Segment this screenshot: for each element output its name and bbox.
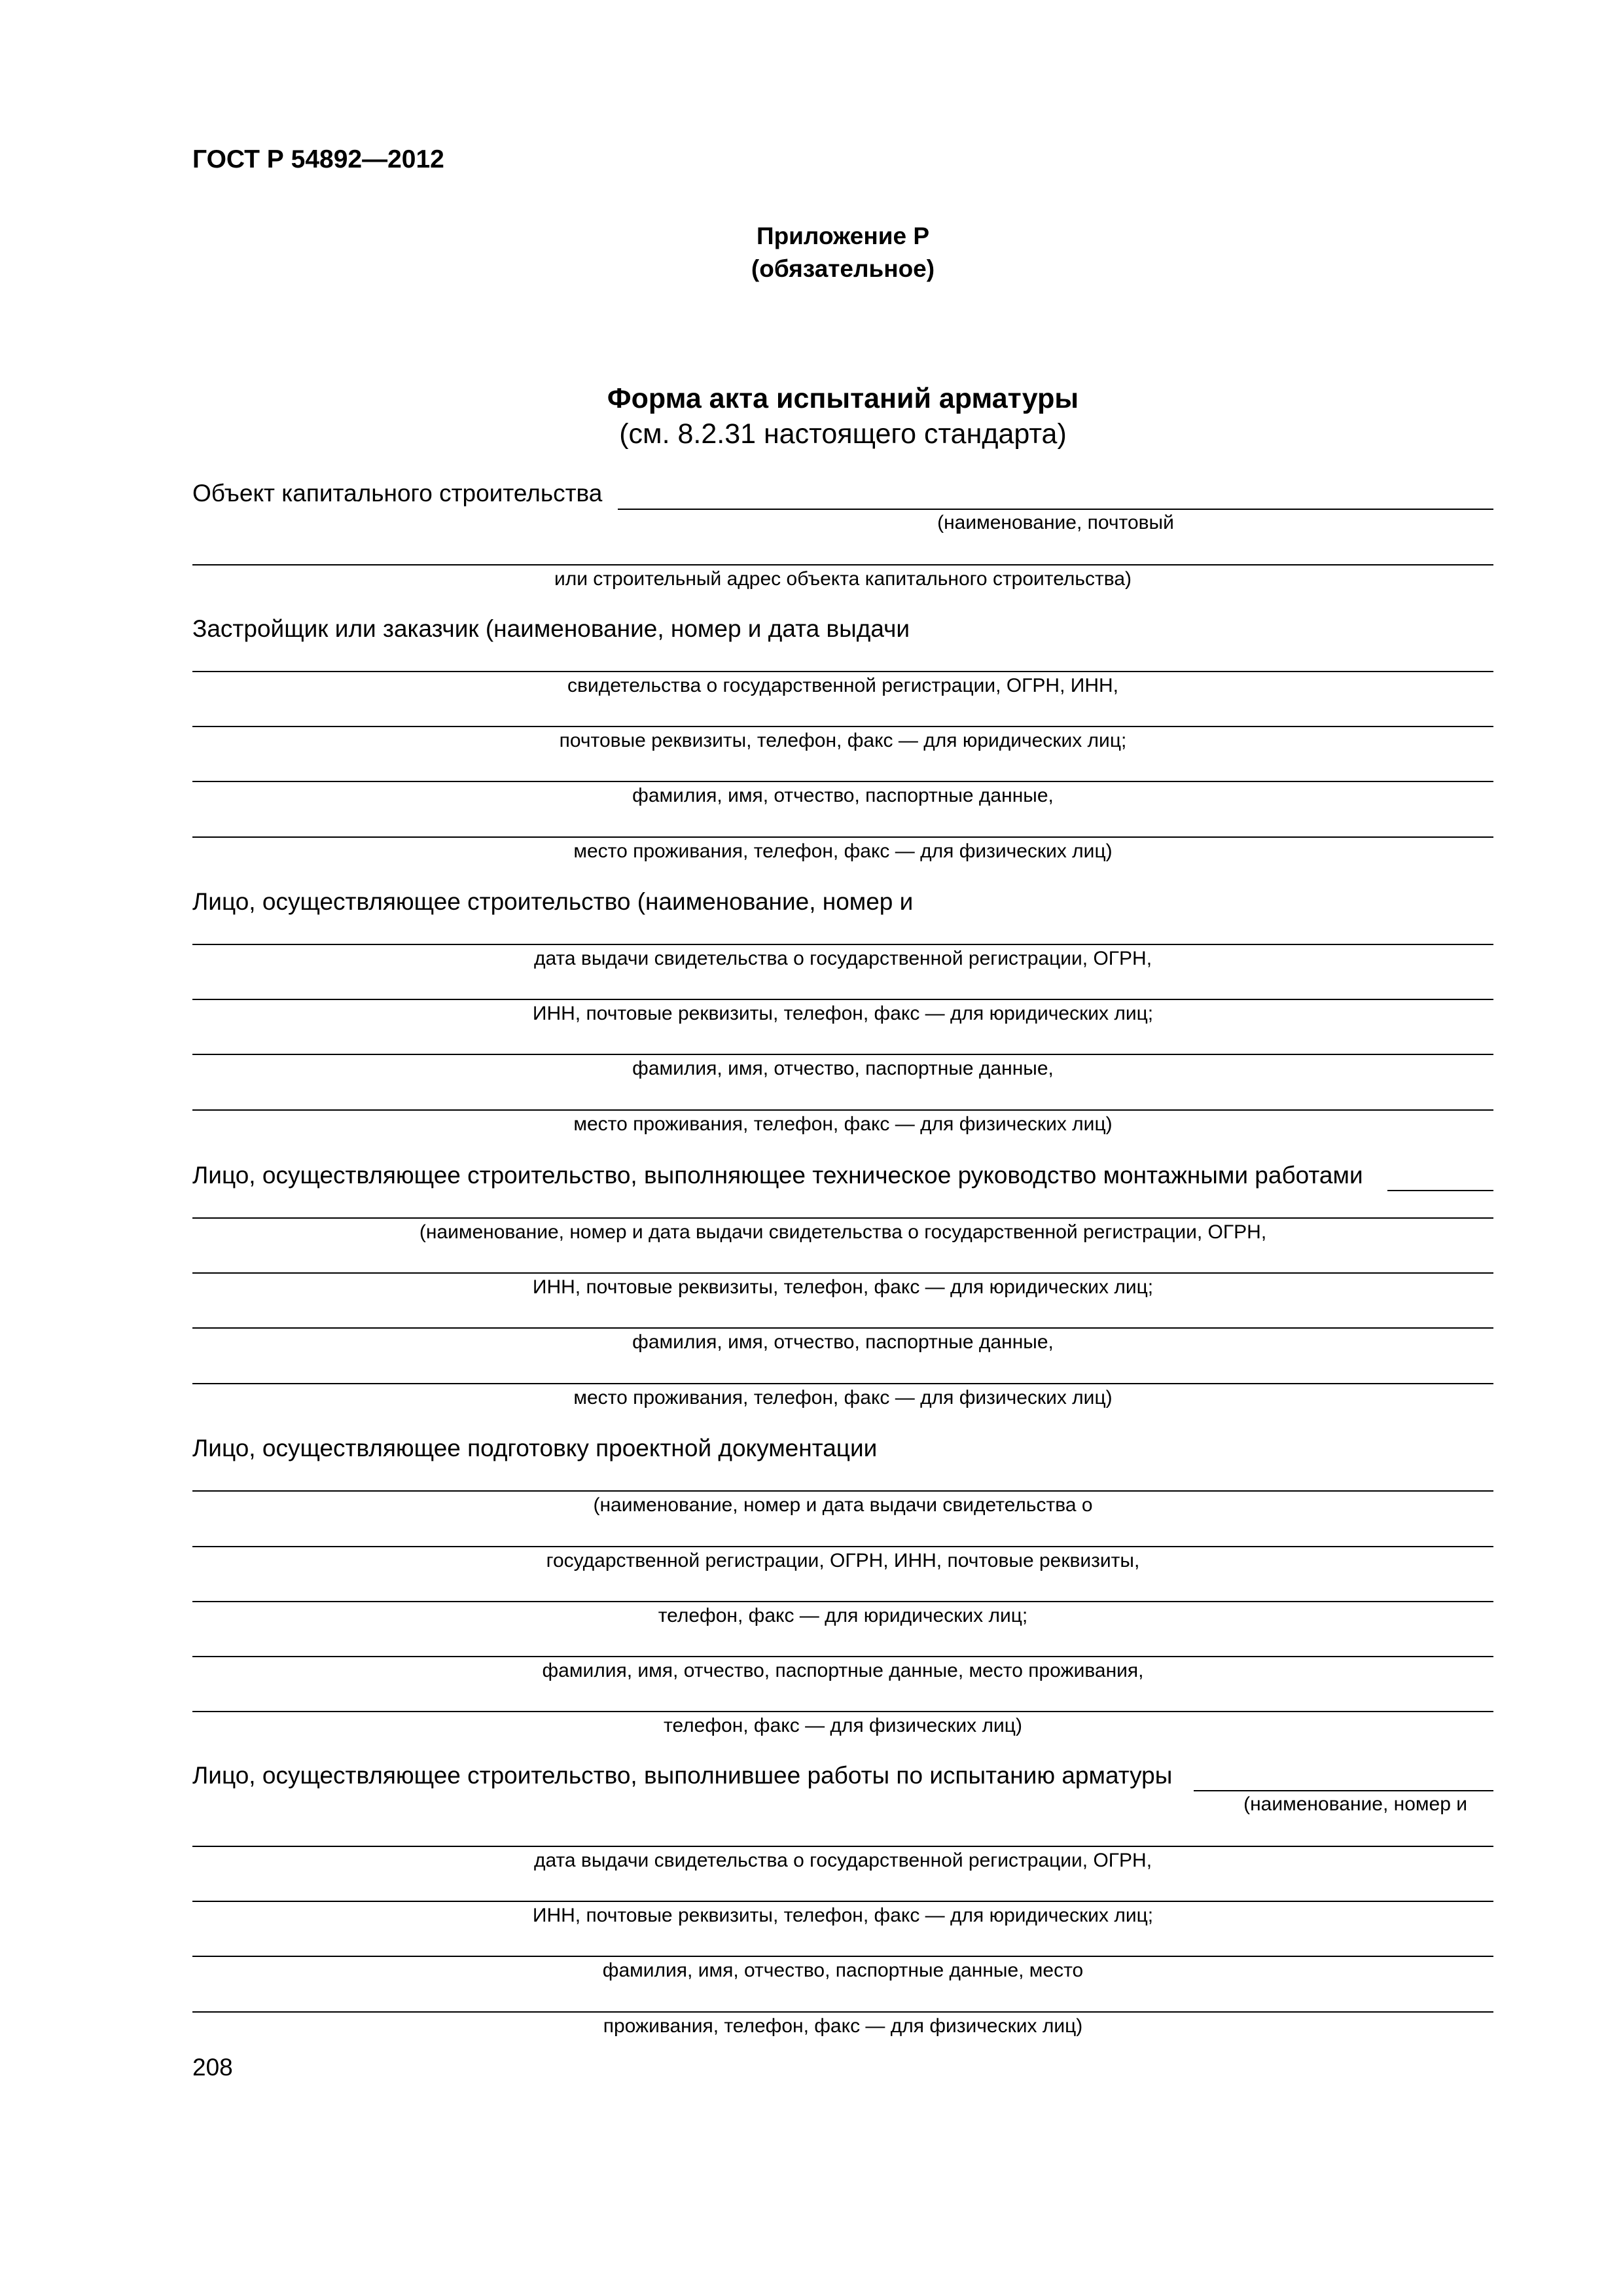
- builder-caption-3: фамилия, имя, отчество, паспортные данные,: [632, 1058, 1054, 1079]
- developer-field-line-3[interactable]: [192, 781, 1493, 782]
- builder-caption-4: место проживания, телефон, факс — для физических лиц): [573, 1113, 1113, 1135]
- builder-field-line-3[interactable]: [192, 1054, 1493, 1055]
- developer-caption-4: место проживания, телефон, факс — для физических лиц): [573, 840, 1113, 862]
- tester-caption-2: дата выдачи свидетельства о государственной регистрации, ОГРН,: [533, 1850, 1152, 1871]
- supervisor-caption-2: ИНН, почтовые реквизиты, телефон, факс — для юридических лиц;: [532, 1276, 1154, 1298]
- designer-label: Лицо, осуществляющее подготовку проектной документации: [192, 1435, 878, 1462]
- tester-field-line-2[interactable]: [192, 1901, 1493, 1902]
- builder-caption-1: дата выдачи свидетельства о государственной регистрации, ОГРН,: [533, 948, 1152, 969]
- designer-caption-3: телефон, факс — для юридических лиц;: [658, 1605, 1028, 1626]
- object-field-line-2[interactable]: [192, 564, 1493, 565]
- tester-field-line-0[interactable]: [1194, 1790, 1493, 1791]
- object-label: Объект капитального строительства: [192, 480, 603, 507]
- supervisor-caption-4: место проживания, телефон, факс — для физических лиц): [573, 1387, 1113, 1408]
- supervisor-field-line-2[interactable]: [192, 1272, 1493, 1274]
- developer-caption-1: свидетельства о государственной регистрации, ОГРН, ИНН,: [567, 675, 1118, 696]
- developer-caption-2: почтовые реквизиты, телефон, факс — для юридических лиц;: [559, 730, 1127, 751]
- builder-label: Лицо, осуществляющее строительство (наименование, номер и: [192, 888, 914, 915]
- builder-field-line-1[interactable]: [192, 944, 1493, 945]
- designer-field-line-5[interactable]: [192, 1711, 1493, 1712]
- form-reference: (см. 8.2.31 настоящего стандарта): [619, 418, 1067, 450]
- tester-label: Лицо, осуществляющее строительство, выполнившее работы по испытанию арматуры: [192, 1762, 1173, 1789]
- supervisor-field-line-0[interactable]: [1387, 1190, 1493, 1191]
- standard-number: ГОСТ Р 54892—2012: [192, 145, 444, 173]
- tester-field-line-4[interactable]: [192, 2011, 1493, 2013]
- builder-caption-2: ИНН, почтовые реквизиты, телефон, факс — для юридических лиц;: [532, 1003, 1154, 1024]
- designer-caption-5: телефон, факс — для физических лиц): [664, 1715, 1022, 1736]
- builder-field-line-4[interactable]: [192, 1109, 1493, 1111]
- designer-caption-4: фамилия, имя, отчество, паспортные данные, место проживания,: [542, 1660, 1144, 1681]
- builder-field-line-2[interactable]: [192, 999, 1493, 1000]
- tester-caption-3: ИНН, почтовые реквизиты, телефон, факс — для юридических лиц;: [532, 1905, 1154, 1926]
- designer-caption-1: (наименование, номер и дата выдачи свидетельства о: [593, 1494, 1093, 1516]
- designer-field-line-1[interactable]: [192, 1490, 1493, 1492]
- developer-field-line-1[interactable]: [192, 671, 1493, 672]
- tester-caption-4: фамилия, имя, отчество, паспортные данные, место: [602, 1960, 1084, 1981]
- developer-label: Застройщик или заказчик (наименование, номер и дата выдачи: [192, 615, 910, 642]
- form-title-block: [0, 381, 1623, 452]
- tester-caption-5: проживания, телефон, факс — для физических лиц): [603, 2015, 1083, 2037]
- supervisor-caption-1: (наименование, номер и дата выдачи свидетельства о государственной регистрации, ОГРН,: [419, 1221, 1267, 1243]
- developer-caption-3: фамилия, имя, отчество, паспортные данные,: [632, 785, 1054, 806]
- object-caption-2: или строительный адрес объекта капитального строительства): [554, 568, 1132, 590]
- supervisor-caption-3: фамилия, имя, отчество, паспортные данные,: [632, 1331, 1054, 1353]
- supervisor-field-line-1[interactable]: [192, 1217, 1493, 1219]
- designer-field-line-3[interactable]: [192, 1601, 1493, 1602]
- form-title: Форма акта испытаний арматуры: [607, 383, 1079, 414]
- designer-caption-2: государственной регистрации, ОГРН, ИНН, почтовые реквизиты,: [546, 1550, 1140, 1571]
- annex-heading: [0, 220, 1623, 285]
- annex-status: (обязательное): [751, 255, 935, 282]
- designer-field-line-2[interactable]: [192, 1546, 1493, 1547]
- page-number: 208: [192, 2054, 233, 2081]
- supervisor-field-line-4[interactable]: [192, 1383, 1493, 1384]
- object-caption-1: (наименование, почтовый: [937, 512, 1174, 533]
- supervisor-label: Лицо, осуществляющее строительство, выполняющее техническое руководство монтажными работами: [192, 1162, 1363, 1189]
- object-field-line-1[interactable]: [618, 509, 1493, 510]
- developer-field-line-4[interactable]: [192, 836, 1493, 838]
- designer-field-line-4[interactable]: [192, 1656, 1493, 1657]
- tester-caption-1: (наименование, номер и: [1243, 1793, 1467, 1815]
- annex-title: Приложение Р: [756, 223, 930, 249]
- tester-field-line-3[interactable]: [192, 1956, 1493, 1957]
- supervisor-field-line-3[interactable]: [192, 1327, 1493, 1329]
- developer-field-line-2[interactable]: [192, 726, 1493, 727]
- tester-field-line-1[interactable]: [192, 1846, 1493, 1847]
